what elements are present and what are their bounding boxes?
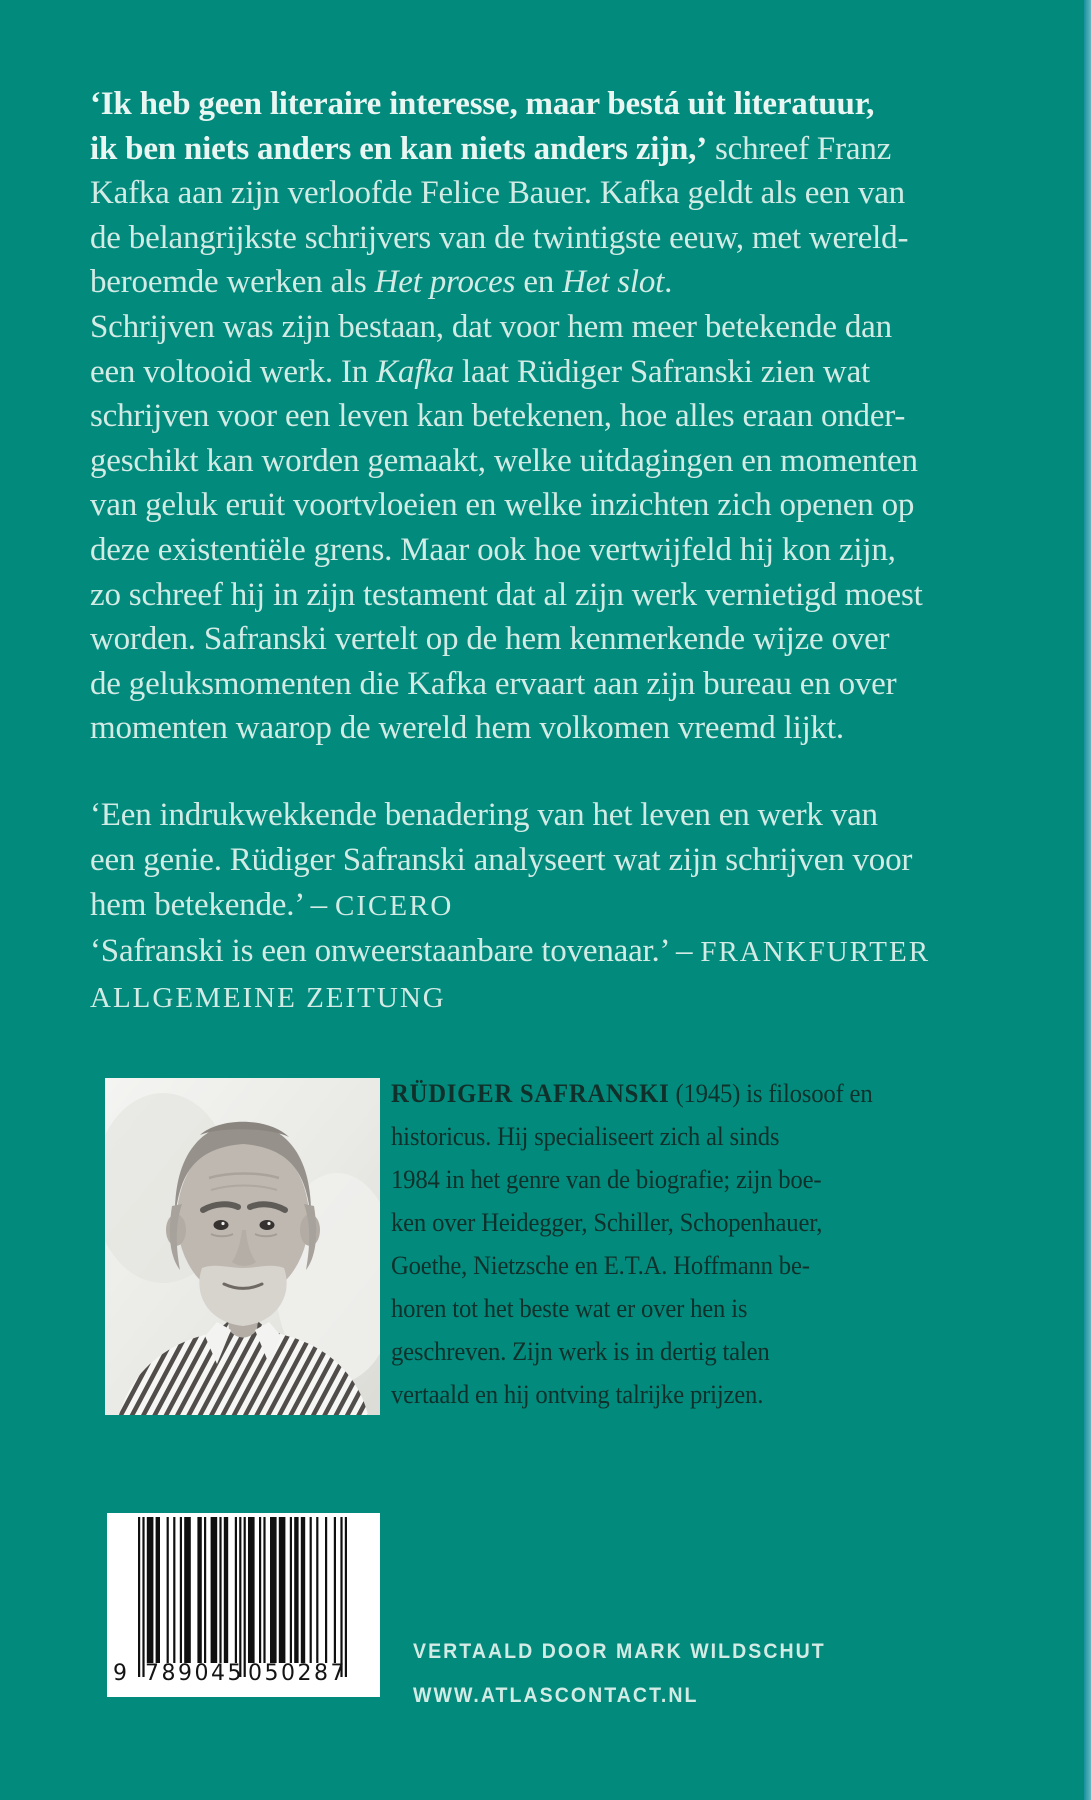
text-line: van geluk eruit voortvloeien en welke inzichten zich openen op xyxy=(90,487,915,524)
text-line: Kafka aan zijn verloofde Felice Bauer. Kafka geldt als een van xyxy=(90,175,905,212)
text-line: ken over Heidegger, Schiller, Schopenhauer, xyxy=(391,1208,823,1237)
translator-credit: VERTAALD DOOR MARK WILDSCHUT xyxy=(413,1640,826,1663)
text-line: geschikt kan worden gemaakt, welke uitdagingen en momenten xyxy=(90,442,918,479)
text-line: ‘Safranski is een onweerstaanbare tovenaar.’ – FRANKFURTER xyxy=(90,933,931,969)
text-line: Goethe, Nietzsche en E.T.A. Hoffmann be- xyxy=(391,1251,810,1280)
author-bio xyxy=(391,1072,872,1416)
text-line: schrijven voor een leven kan betekenen, hoe alles eraan onder- xyxy=(90,398,906,435)
text-line: een voltooid werk. In Kafka laat Rüdiger Safranski zien wat xyxy=(90,353,870,390)
blurb-text xyxy=(90,82,923,751)
text-line: zo schreef hij in zijn testament dat al zijn werk vernietigd moest xyxy=(90,576,923,613)
press-quotes xyxy=(90,793,930,1021)
text-line: horen tot het beste wat er over hen is xyxy=(391,1294,748,1323)
page-edge xyxy=(1084,0,1091,1800)
isbn-barcode xyxy=(107,1513,380,1697)
text-line: vertaald en hij ontving talrijke prijzen. xyxy=(391,1380,764,1409)
text-line: RÜDIGER SAFRANSKI (1945) is filosoof en xyxy=(391,1079,873,1108)
barcode-digit-left: 9 xyxy=(113,1661,127,1686)
text-line: ‘Een indrukwekkende benadering van het leven en werk van xyxy=(90,797,878,833)
text-line: ik ben niets anders en kan niets anders zijn,’ schreef Franz xyxy=(90,130,892,167)
text-line: worden. Safranski vertelt op de hem kenmerkende wijze over xyxy=(90,621,890,658)
barcode-digits-group2: 050287 xyxy=(248,1661,347,1686)
text-line: deze existentiële grens. Maar ook hoe vertwijfeld hij kon zijn, xyxy=(90,531,896,568)
text-line: 1984 in het genre van de biografie; zijn boe- xyxy=(391,1165,822,1194)
text-line: ‘Ik heb geen literaire interesse, maar bestá uit literatuur, xyxy=(90,86,875,122)
barcode-digits-group1: 789045 xyxy=(145,1661,244,1686)
text-line: Schrijven was zijn bestaan, dat voor hem meer betekende dan xyxy=(90,308,892,345)
barcode-bars xyxy=(138,1517,347,1679)
text-line: momenten waarop de wereld hem volkomen vreemd lijkt. xyxy=(90,710,844,747)
publisher-url: WWW.ATLASCONTACT.NL xyxy=(413,1684,699,1707)
text-line: geschreven. Zijn werk is in dertig talen xyxy=(391,1337,770,1366)
text-line: de belangrijkste schrijvers van de twintigste eeuw, met wereld- xyxy=(90,219,909,256)
author-photo xyxy=(105,1078,380,1415)
text-line: ALLGEMEINE ZEITUNG xyxy=(90,982,446,1014)
text-line: historicus. Hij specialiseert zich al sinds xyxy=(391,1122,780,1151)
text-line: hem betekende.’ – CICERO xyxy=(90,887,454,923)
text-line: een genie. Rüdiger Safranski analyseert wat zijn schrijven voor xyxy=(90,842,913,878)
text-line: beroemde werken als Het proces en Het slot. xyxy=(90,264,673,301)
credits xyxy=(413,1630,826,1718)
text-line: de geluksmomenten die Kafka ervaart aan zijn bureau en over xyxy=(90,665,897,702)
